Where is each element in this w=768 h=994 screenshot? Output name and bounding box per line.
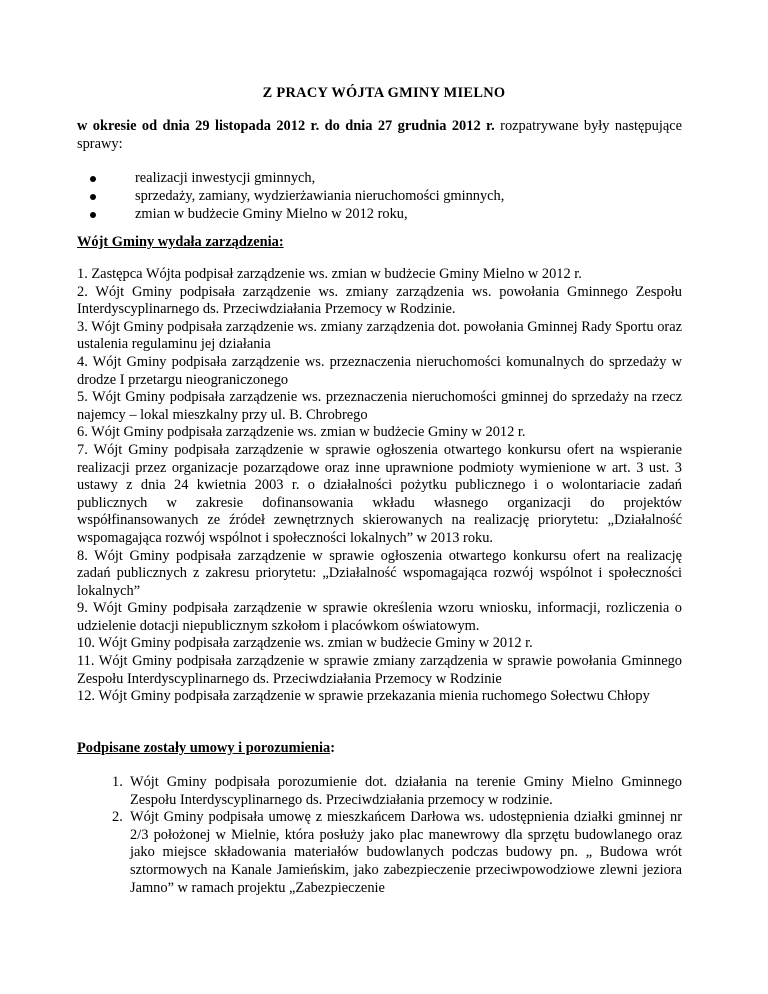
orders-list: [77, 266, 682, 706]
list-item: 1. Zastępca Wójta podpisał zarządzenie ws. zmian w budżecie Gminy Mielno w 2012 r.: [77, 266, 582, 282]
list-item: 4. Wójt Gminy podpisała zarządzenie ws. przeznaczenia nieruchomości komunalnych do sprzedaży w drodze I przetargu nieograniczonego: [77, 353, 682, 388]
list-item: 2. Wójt Gminy podpisała umowę z mieszkańcem Darłowa ws. udostępnienia działki gminnej nr 2/3 położonej w Mielnie, która posłuży jako plac manewrowy dla sprzętu budowlanego oraz jako miejsce składowania materiałów budowlanych podczas budowy pn. „ Budowa wrót sztormowych na Kanale Jamieńskim, jako zabezpieczenie przeciwpowodziowe zlewni jeziora Jamno” w ramach projektu „Zabezpieczenie: [112, 809, 682, 896]
topics-list: [77, 170, 682, 224]
intro-rest: rozpatrywane były następujące sprawy:: [77, 118, 682, 152]
list-item: 3. Wójt Gminy podpisała zarządzenie ws. zmiany zarządzenia dot. powołania Gminnej Rady Sportu oraz ustalenia regulaminu jej działania: [77, 318, 682, 353]
list-item: realizacji inwestycji gminnych,: [77, 170, 682, 188]
list-item: 7. Wójt Gminy podpisała zarządzenie w sprawie ogłoszenia otwartego konkursu ofert na wspieranie realizacji przez organizacje pozarządowe oraz inne uprawnione podmioty wymienione w art. 3 ust. 3 ustawy z dnia 24 kwietnia 2003 r. o działalności pożytku publicznego i o wolontariacie zadań publicznych w zakresie dofinansowania wkładu własnego organizacji do projektów współfinansowanych ze źródeł zewnętrznych skierowanych na realizację priorytetu: „Działalność wspomagająca rozwój wspólnot i społeczności lokalnych” w 2013 roku.: [77, 441, 682, 546]
list-item: 12. Wójt Gminy podpisała zarządzenie w sprawie przekazania mienia ruchomego Sołectwu Chłopy: [77, 688, 650, 705]
bullet-icon: [90, 176, 96, 182]
agreements-list: [112, 774, 682, 897]
list-item: 1. Wójt Gminy podpisała porozumienie dot. działania na terenie Gminy Mielno Gminnego Zespołu Interdyscyplinarnego ds. Przeciwdziałania przemocy w rodzinie.: [112, 774, 682, 808]
list-item: 11. Wójt Gminy podpisała zarządzenie w sprawie zmiany zarządzenia w sprawie powołania Gminnego Zespołu Interdyscyplinarnego ds. Przeciwdziałania Przemocy w Rodzinie: [77, 653, 682, 687]
intro-date-range: w okresie od dnia 29 listopada 2012 r. do dnia 27 grudnia 2012 r.: [77, 118, 495, 134]
bullet-icon: [90, 212, 96, 218]
list-item: 6. Wójt Gminy podpisała zarządzenie ws. zmian w budżecie Gminy w 2012 r.: [77, 424, 526, 441]
list-item: zmian w budżecie Gminy Mielno w 2012 roku,: [77, 206, 682, 224]
agreements-heading: Podpisane zostały umowy i porozumienia:: [77, 740, 335, 756]
list-item: 8. Wójt Gminy podpisała zarządzenie w sprawie ogłoszenia otwartego konkursu ofert na realizację zadań publicznych z zakresu priorytetu: „Działalność wspomagająca rozwój wspólnot i społeczności lokalnych”: [77, 547, 682, 599]
list-item: 5. Wójt Gminy podpisała zarządzenie ws. przeznaczenia nieruchomości gminnej do sprzedaży na rzecz najemcy – lokal mieszkalny przy ul. B. Chrobrego: [77, 389, 682, 423]
list-item: 2. Wójt Gminy podpisała zarządzenie ws. zmiany zarządzenia ws. powołania Gminnego Zespołu Interdyscyplinarnego ds. Przeciwdziałania Przemocy w Rodzinie.: [77, 283, 682, 318]
list-item: 9. Wójt Gminy podpisała zarządzenie w sprawie określenia wzoru wniosku, informacji, rozliczenia o udzielenie dotacji niepublicznym szkołom i placówkom oświatowym.: [77, 600, 682, 634]
bullet-icon: [90, 194, 96, 200]
intro-paragraph: [77, 118, 682, 153]
list-item: 10. Wójt Gminy podpisała zarządzenie ws. zmian w budżecie Gminy w 2012 r.: [77, 635, 533, 652]
list-item: sprzedaży, zamiany, wydzierżawiania nieruchomości gminnych,: [77, 188, 682, 206]
document-title: Z PRACY WÓJTA GMINY MIELNO: [262, 85, 506, 101]
orders-heading: Wójt Gminy wydała zarządzenia:: [77, 234, 284, 250]
